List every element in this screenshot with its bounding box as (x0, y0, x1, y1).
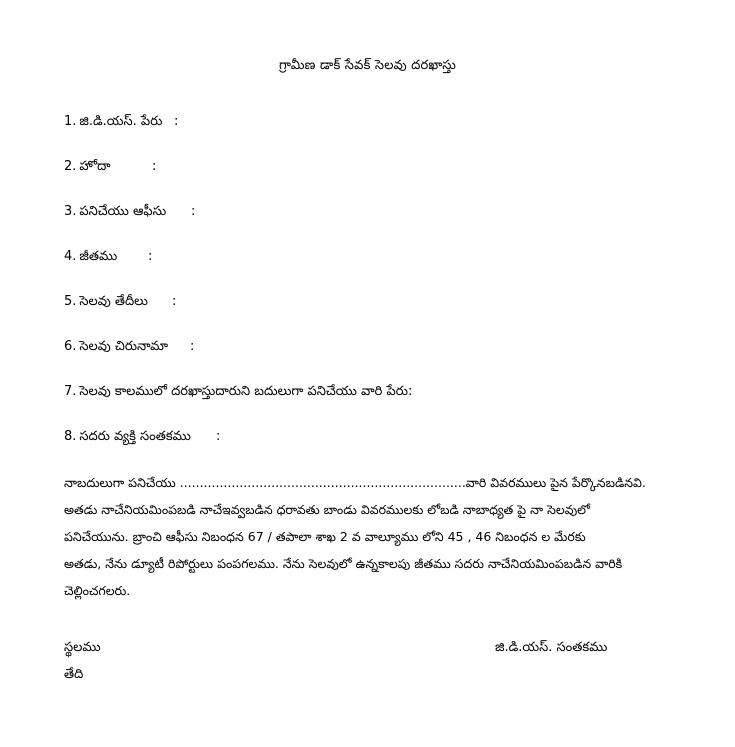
declaration-line: అతడు, నేను డ్యూటీ రిపోర్టులు పంపగలము. నేను సెలవులో ఉన్నకాలపు జీతము సదరు నాచేనియమింపబడిన వారికి (64, 556, 623, 571)
field-colon: : (216, 429, 221, 444)
field-designation (64, 157, 157, 177)
declaration-paragraph (64, 469, 684, 604)
field-number: 4. (64, 249, 77, 264)
field-leave-address (64, 337, 195, 357)
place-label: స్థలము (64, 640, 101, 655)
field-label: హోదా (79, 159, 111, 174)
field-colon: : (174, 114, 179, 129)
field-label: సెలవు చిరునామా (79, 339, 169, 354)
field-number: 5. (64, 294, 77, 309)
field-colon: : (191, 204, 196, 219)
field-colon: : (148, 249, 153, 264)
date-label: తేది (64, 667, 84, 682)
field-salary (64, 247, 153, 267)
field-label: పనిచేయు ఆఫీసు (79, 204, 167, 219)
field-working-office (64, 202, 196, 222)
field-gds-name (64, 112, 179, 132)
field-number: 3. (64, 204, 77, 219)
field-label: సెలవు తేదీలు (79, 294, 148, 309)
form-title: గ్రామీణ డాక్ సేవక్ సెలవు దరఖాస్తు (278, 58, 457, 73)
declaration-line: పనిచేయును. బ్రాంచి ఆఫీసు నిబంధన 67 / తపాలా శాఖ 2 వ వాల్యూము లోని 45 , 46 నిబంధన ల మేరకు (64, 529, 586, 544)
field-label: సదరు వ్యక్తి సంతకము (79, 429, 191, 444)
declaration-line: చెల్లించగలరు. (64, 583, 131, 598)
gds-signature-label: జి.డి.యస్. సంతకము (495, 640, 608, 655)
field-label: జి.డి.యస్. పేరు (79, 114, 163, 129)
field-number: 1. (64, 114, 77, 129)
field-label: సెలవు కాలములో దరఖాస్తుదారుని బదులుగా పనిచేయు వారి పేరు: (79, 384, 413, 399)
field-leave-dates (64, 292, 177, 312)
field-number: 8. (64, 429, 77, 444)
field-substitute-signature (64, 427, 221, 447)
field-colon: : (190, 339, 195, 354)
field-colon: : (152, 159, 157, 174)
declaration-line: నాబదులుగా పనిచేయు ........................................................................వారి వివరములు పైన పేర్కొనబడినవి. (64, 475, 646, 490)
field-number: 7. (64, 384, 77, 399)
field-colon: : (172, 294, 177, 309)
field-number: 6. (64, 339, 77, 354)
field-substitute-name (64, 382, 412, 402)
field-number: 2. (64, 159, 77, 174)
field-label: జీతము (79, 249, 118, 264)
declaration-line: అతడు నాచేనియమింపబడి నాచేఇవ్వబడిన ధరావతు బాండు వివరములకు లోబడి నాబాధ్యత పై నా సెలవులో (64, 502, 591, 517)
